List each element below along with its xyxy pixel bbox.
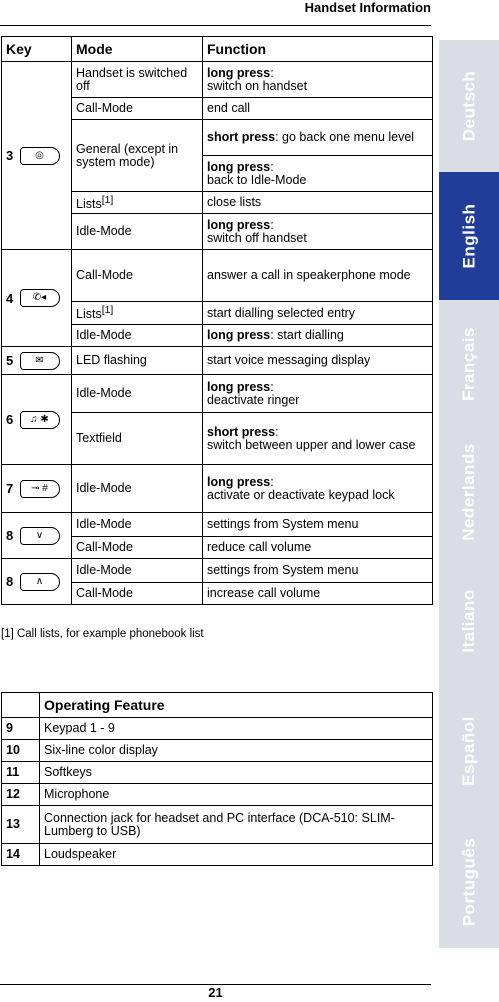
lang-tab-italiano[interactable]: Italiano bbox=[459, 589, 479, 653]
function-cell: short press: go back one menu level bbox=[203, 120, 433, 156]
mode-cell: Handset is switched off bbox=[72, 62, 203, 98]
function-cell: end call bbox=[203, 98, 433, 120]
feature-number: 13 bbox=[2, 806, 40, 844]
key-number: 8 bbox=[2, 513, 20, 559]
lang-tab-english[interactable]: English bbox=[439, 172, 499, 300]
col-number bbox=[2, 693, 40, 718]
mode-cell: Call-Mode bbox=[72, 250, 203, 302]
feature-text: Microphone bbox=[40, 784, 433, 806]
mode-cell: Idle-Mode bbox=[72, 513, 203, 537]
function-cell: settings from System menu bbox=[203, 559, 433, 583]
mode-cell: Call-Mode bbox=[72, 537, 203, 559]
end-key-icon: ◎ bbox=[20, 62, 72, 250]
feature-number: 14 bbox=[2, 844, 40, 866]
key-function-table bbox=[1, 36, 433, 605]
key-number: 6 bbox=[2, 375, 20, 465]
function-cell: increase call volume bbox=[203, 583, 433, 605]
function-cell: long press: switch on handset bbox=[203, 62, 433, 98]
lang-tab-espanol[interactable]: Español bbox=[459, 716, 478, 786]
col-key: Key bbox=[2, 37, 72, 62]
col-function: Function bbox=[203, 37, 433, 62]
feature-text: Softkeys bbox=[40, 762, 433, 784]
star-key-icon: ♫ ✱ bbox=[20, 375, 72, 465]
function-cell: long press: deactivate ringer bbox=[203, 375, 433, 413]
lang-tab-deutsch[interactable]: Deutsch bbox=[459, 70, 479, 142]
feature-number: 12 bbox=[2, 784, 40, 806]
mode-cell: Textfield bbox=[72, 413, 203, 465]
header-title: Handset Information bbox=[304, 0, 431, 15]
function-cell: long press: switch off handset bbox=[203, 214, 433, 250]
mode-cell: Idle-Mode bbox=[72, 465, 203, 513]
lang-tab-francais[interactable]: Français bbox=[459, 327, 478, 401]
function-cell: answer a call in speakerphone mode bbox=[203, 250, 433, 302]
feature-text: Connection jack for headset and PC interface (DCA-510: SLIM-Lumberg to USB) bbox=[40, 806, 433, 844]
function-cell: short press: switch between upper and lower case bbox=[203, 413, 433, 465]
up-key-icon: ∧ bbox=[20, 559, 72, 605]
mode-cell: Call-Mode bbox=[72, 98, 203, 120]
key-number: 4 bbox=[2, 250, 20, 347]
mode-cell: Idle-Mode bbox=[72, 559, 203, 583]
hash-key-icon: ⊸ # bbox=[20, 465, 72, 513]
mode-cell: Idle-Mode bbox=[72, 214, 203, 250]
feature-text: Keypad 1 - 9 bbox=[40, 718, 433, 740]
mode-cell: Idle-Mode bbox=[72, 375, 203, 413]
page-number: 21 bbox=[0, 984, 431, 1002]
function-cell: long press: start dialling bbox=[203, 325, 433, 347]
key-number: 8 bbox=[2, 559, 20, 605]
function-cell: long press: back to Idle-Mode bbox=[203, 156, 433, 192]
function-cell: settings from System menu bbox=[203, 513, 433, 537]
key-number: 3 bbox=[2, 62, 20, 250]
function-cell: start voice messaging display bbox=[203, 347, 433, 375]
col-mode: Mode bbox=[72, 37, 203, 62]
feature-number: 10 bbox=[2, 740, 40, 762]
feature-number: 9 bbox=[2, 718, 40, 740]
mailbox-key-icon: ✉ bbox=[20, 347, 72, 375]
key-number: 7 bbox=[2, 465, 20, 513]
language-sidebar bbox=[439, 40, 499, 948]
key-number: 5 bbox=[2, 347, 20, 375]
function-cell: reduce call volume bbox=[203, 537, 433, 559]
down-key-icon: ∨ bbox=[20, 513, 72, 559]
mode-cell: General (except in system mode) bbox=[72, 120, 203, 192]
operating-feature-table bbox=[1, 692, 433, 866]
function-cell: long press: activate or deactivate keypad lock bbox=[203, 465, 433, 513]
footnote: [1] Call lists, for example phonebook list bbox=[1, 628, 204, 640]
function-cell: start dialling selected entry bbox=[203, 302, 433, 325]
feature-number: 11 bbox=[2, 762, 40, 784]
mode-cell: Idle-Mode bbox=[72, 325, 203, 347]
mode-cell: Lists[1] bbox=[72, 192, 203, 214]
col-operating-feature: Operating Feature bbox=[40, 693, 433, 718]
lang-tab-nederlands[interactable]: Nederlands bbox=[459, 443, 478, 541]
mode-cell: Lists[1] bbox=[72, 302, 203, 325]
speaker-call-key-icon: ✆◂ bbox=[20, 250, 72, 347]
page-header bbox=[0, 0, 431, 26]
feature-text: Six-line color display bbox=[40, 740, 433, 762]
mode-cell: LED flashing bbox=[72, 347, 203, 375]
feature-text: Loudspeaker bbox=[40, 844, 433, 866]
lang-tab-portugues[interactable]: Português bbox=[459, 837, 478, 927]
mode-cell: Call-Mode bbox=[72, 583, 203, 605]
function-cell: close lists bbox=[203, 192, 433, 214]
